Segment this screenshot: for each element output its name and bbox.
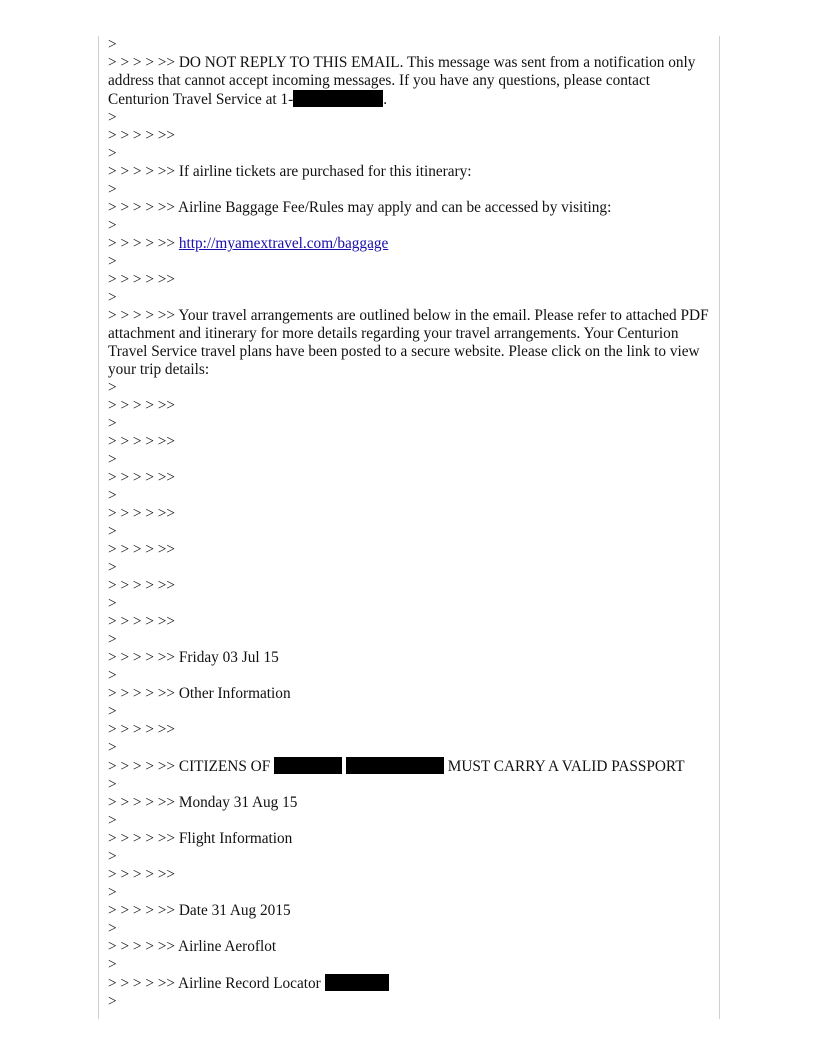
- email-line: [108, 36, 711, 54]
- email-line: [108, 776, 711, 794]
- line-text: >: [108, 379, 117, 396]
- email-line: [108, 649, 711, 667]
- line-text: > > > > >>: [108, 721, 176, 738]
- line-text: >: [108, 631, 117, 648]
- line-text: >: [108, 487, 117, 504]
- line-text: >: [108, 289, 117, 306]
- email-line: [108, 974, 711, 993]
- email-line: [108, 289, 711, 307]
- email-line: [108, 217, 711, 235]
- line-text: > > > > >>: [108, 613, 176, 630]
- email-line: [108, 884, 711, 902]
- email-line: [108, 595, 711, 613]
- email-line: [108, 199, 711, 217]
- email-line: [108, 127, 711, 145]
- line-text: >: [108, 109, 117, 126]
- line-text: > > > > >> Flight Information: [108, 830, 293, 847]
- line-text: > > > > >> Monday 31 Aug 15: [108, 794, 298, 811]
- email-line: [108, 253, 711, 271]
- line-text: >: [108, 667, 117, 684]
- email-line: [108, 703, 711, 721]
- line-text: >: [108, 776, 117, 793]
- line-text: > > > > >> Other Information: [108, 685, 291, 702]
- line-text: >: [108, 145, 117, 162]
- email-line: [108, 613, 711, 631]
- redacted-country-2: [346, 757, 444, 774]
- email-line: [108, 271, 711, 289]
- line-text: >: [108, 703, 117, 720]
- email-line: [108, 577, 711, 595]
- line-text: > > > > >>: [108, 127, 176, 144]
- email-line: [108, 433, 711, 451]
- line-text: > > > > >> If airline tickets are purchased for this itinerary:: [108, 163, 472, 180]
- line-text-trailing: .: [383, 91, 388, 108]
- line-text: > > > > >>: [108, 866, 176, 883]
- line-text: > > > > >>: [108, 577, 176, 594]
- line-text: > > > > >> Airline Aeroflot: [108, 938, 277, 955]
- line-text: > > > > >> Airline Baggage Fee/Rules may apply and can be accessed by visiting:: [108, 199, 612, 216]
- line-text: >: [108, 595, 117, 612]
- email-line: [108, 487, 711, 505]
- line-suffix: MUST CARRY A VALID PASSPORT: [443, 758, 685, 775]
- email-line: [108, 631, 711, 649]
- line-text: >: [108, 451, 117, 468]
- email-line: [108, 145, 711, 163]
- line-text: >: [108, 415, 117, 432]
- email-line: [108, 523, 711, 541]
- line-text: > > > > >>: [108, 433, 176, 450]
- email-body: [108, 36, 711, 1011]
- line-prefix: > > > > >> Airline Record Locator: [108, 975, 325, 992]
- line-text: > > > > >> Friday 03 Jul 15: [108, 649, 279, 666]
- line-text: > > > > >>: [108, 469, 176, 486]
- line-text: > > > > >> Date 31 Aug 2015: [108, 902, 291, 919]
- line-text: >: [108, 559, 117, 576]
- email-line: [108, 181, 711, 199]
- email-line: [108, 902, 711, 920]
- email-line: [108, 559, 711, 577]
- email-line: [108, 721, 711, 739]
- line-text: >: [108, 217, 117, 234]
- email-line: [108, 505, 711, 523]
- email-line: [108, 757, 711, 776]
- line-text: >: [108, 523, 117, 540]
- email-line: [108, 956, 711, 974]
- line-text: >: [108, 956, 117, 973]
- email-line: [108, 109, 711, 127]
- line-text: > > > > >> DO NOT REPLY TO THIS EMAIL. This message was sent from a notification only address that cannot accept incoming messages. If you have any questions, please contact Centurion Travel Service at 1-: [108, 54, 700, 108]
- email-line: [108, 163, 711, 181]
- line-text: >: [108, 36, 117, 53]
- line-prefix: > > > > >>: [108, 235, 179, 252]
- redacted-record-locator: [325, 974, 389, 991]
- email-line: [108, 812, 711, 830]
- email-line: [108, 794, 711, 812]
- email-line: [108, 920, 711, 938]
- line-text: >: [108, 812, 117, 829]
- email-line: [108, 685, 711, 703]
- email-line: [108, 830, 711, 848]
- line-text: >: [108, 884, 117, 901]
- email-line: [108, 938, 711, 956]
- email-line: [108, 866, 711, 884]
- line-text: >: [108, 181, 117, 198]
- email-line: [108, 235, 711, 253]
- line-prefix: > > > > >> CITIZENS OF: [108, 758, 275, 775]
- line-text: >: [108, 993, 117, 1010]
- email-line: [108, 993, 711, 1011]
- line-text: > > > > >>: [108, 397, 176, 414]
- redacted-country-1: [274, 757, 342, 774]
- line-text: >: [108, 739, 117, 756]
- line-text: >: [108, 848, 117, 865]
- line-text: >: [108, 920, 117, 937]
- email-line: [108, 451, 711, 469]
- email-line: [108, 307, 711, 379]
- line-text: > > > > >> Your travel arrangements are outlined below in the email. Please refer to attached PDF attachment and itinerary for more details regarding your travel arrangements. Your Centurion Travel Service travel plans have been posted to a secure website. Please click on the link to view your trip details:: [108, 307, 713, 378]
- email-line: [108, 667, 711, 685]
- email-line: [108, 397, 711, 415]
- email-line: [108, 541, 711, 559]
- line-text: > > > > >>: [108, 541, 176, 558]
- redacted-phone: [293, 90, 383, 107]
- line-text: > > > > >>: [108, 271, 176, 288]
- email-line: [108, 415, 711, 433]
- line-text: >: [108, 253, 117, 270]
- email-line: [108, 848, 711, 866]
- baggage-link[interactable]: http://myamextravel.com/baggage: [178, 235, 389, 252]
- email-line: [108, 739, 711, 757]
- email-line: [108, 469, 711, 487]
- email-line: [108, 54, 711, 109]
- line-text: > > > > >>: [108, 505, 176, 522]
- email-line: [108, 379, 711, 397]
